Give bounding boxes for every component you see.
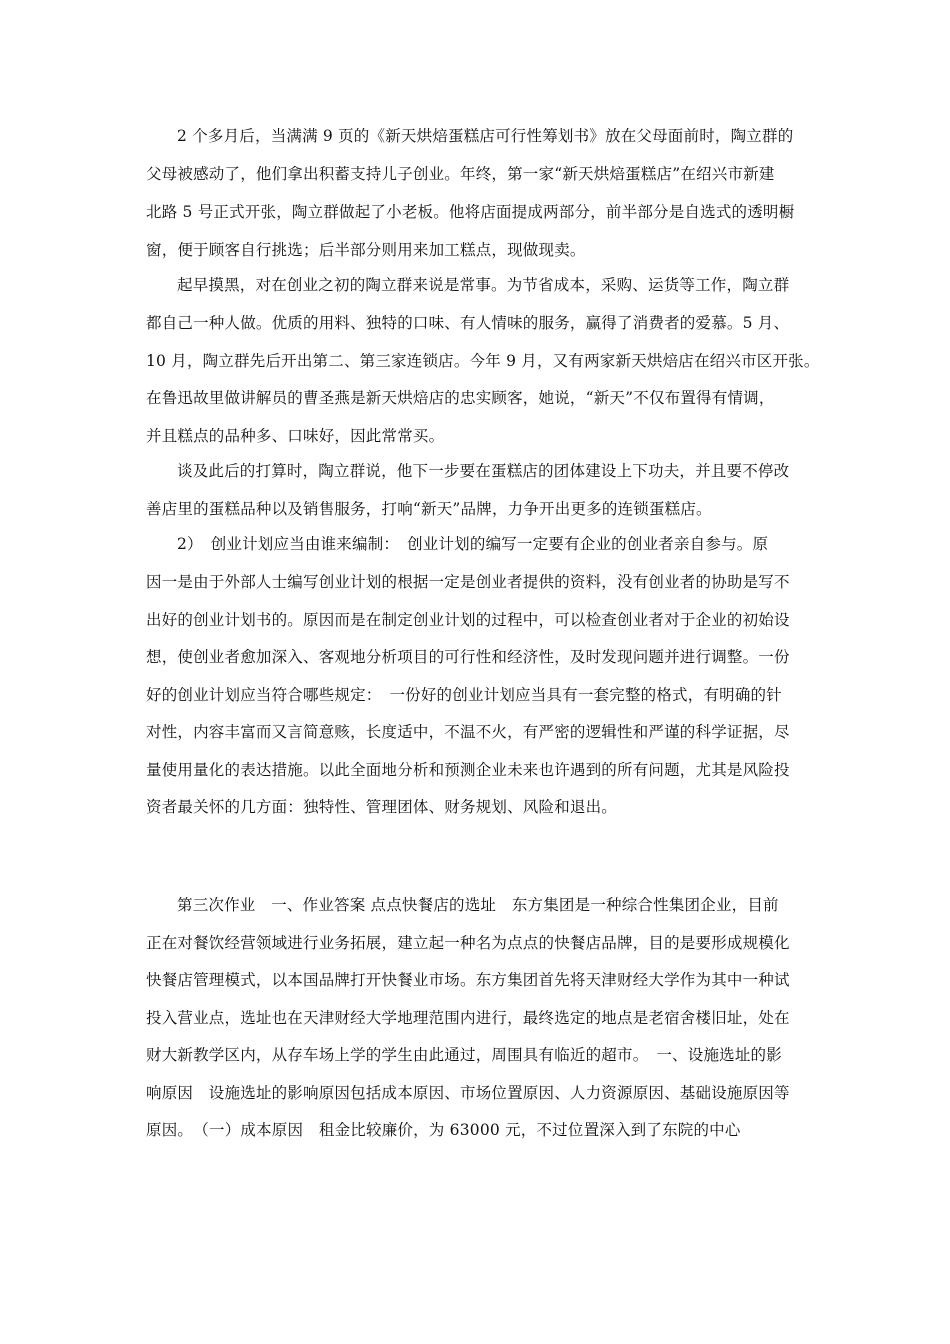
text-line: 正在对餐饮经营领域进行业务拓展，建立起一种名为点点的快餐店品牌，目的是要形成规模化 xyxy=(146,934,790,952)
text-line: 原因。 （一）成本原因 租金比较廉价，为 63000 元，不过位置深入到了东院的中心 xyxy=(146,1121,741,1139)
text-line: 起早摸黑，对在创业之初的陶立群来说是常事。为节省成本，采购、运货等工作，陶立群 xyxy=(177,276,790,294)
text-line: 谈及此后的打算时，陶立群说，他下一步要在蛋糕店的团体建设上下功夫，并且要不停改 xyxy=(177,462,790,480)
text-line: 北路 5 号正式开张，陶立群做起了小老板。他将店面提成两部分，前半部分是自选式的透明橱 xyxy=(146,203,795,221)
text-line: 出好的创业计划书的。原因而是在制定创业计划的过程中，可以检查创业者对于企业的初始设 xyxy=(146,611,790,629)
text-line: 第三次作业 一、作业答案 点点快餐店的选址 东方集团是一种综合性集团企业，目前 xyxy=(177,896,779,914)
text-line: 量使用量化的表达措施。以此全面地分析和预测企业未来也许遇到的所有问题，尤其是风险投 xyxy=(146,761,790,779)
text-line: 都自己一种人做。优质的用料、独特的口味、有人情味的服务，赢得了消费者的爱慕。5 月、 xyxy=(146,314,790,332)
text-line: 因一是由于外部人士编写创业计划的根据一定是创业者提供的资料，没有创业者的协助是写不 xyxy=(146,573,790,591)
text-line: 响原因 设施选址的影响原因包括成本原因、市场位置原因、人力资源原因、基础设施原因等 xyxy=(146,1084,790,1102)
text-line: 对性，内容丰富而又言简意赅，长度适中，不温不火，有严密的逻辑性和严谨的科学证据，尽 xyxy=(146,723,790,741)
text-line: 2 个多月后，当满满 9 页的《新天烘焙蛋糕店可行性筹划书》放在父母面前时，陶立群的 xyxy=(177,127,794,145)
text-line: 窗，便于顾客自行挑选；后半部分则用来加工糕点，现做现卖。 xyxy=(146,241,586,259)
text-line: 好的创业计划应当符合哪些规定： 一份好的创业计划应当具有一套完整的格式，有明确的针 xyxy=(146,686,782,704)
text-line: 在鲁迅故里做讲解员的曹圣燕是新天烘焙店的忠实顾客，她说，“新天”不仅布置得有情调， xyxy=(146,389,775,407)
text-line: 父母被感动了，他们拿出积蓄支持儿子创业。年终，第一家“新天烘焙蛋糕店”在绍兴市新建 xyxy=(146,165,775,183)
text-line: 10 月，陶立群先后开出第二、第三家连锁店。今年 9 月，又有两家新天烘焙店在绍兴市区开张。 xyxy=(146,352,820,370)
text-line: 善店里的蛋糕品种以及销售服务，打响“新天”品牌，力争开出更多的连锁蛋糕店。 xyxy=(146,500,712,518)
text-line: 快餐店管理模式，以本国品牌打开快餐业市场。东方集团首先将天津财经大学作为其中一种试 xyxy=(146,971,790,989)
text-line: 投入营业点，选址也在天津财经大学地理范围内进行，最终选定的地点是老宿舍楼旧址，处在 xyxy=(146,1009,790,1027)
text-line: 想，使创业者愈加深入、客观地分析项目的可行性和经济性，及时发现问题并进行调整。一份 xyxy=(146,648,790,666)
text-line: 2） 创业计划应当由谁来编制： 创业计划的编写一定要有企业的创业者亲自参与。原 xyxy=(177,535,769,553)
text-line: 并且糕点的品种多、口味好，因此常常买。 xyxy=(146,427,445,445)
text-line: 财大新教学区内，从存车场上学的学生由此通过，周围具有临近的超市。 一、设施选址的影 xyxy=(146,1046,782,1064)
text-line: 资者最关怀的几方面：独特性、管理团体、财务规划、风险和退出。 xyxy=(146,798,618,816)
